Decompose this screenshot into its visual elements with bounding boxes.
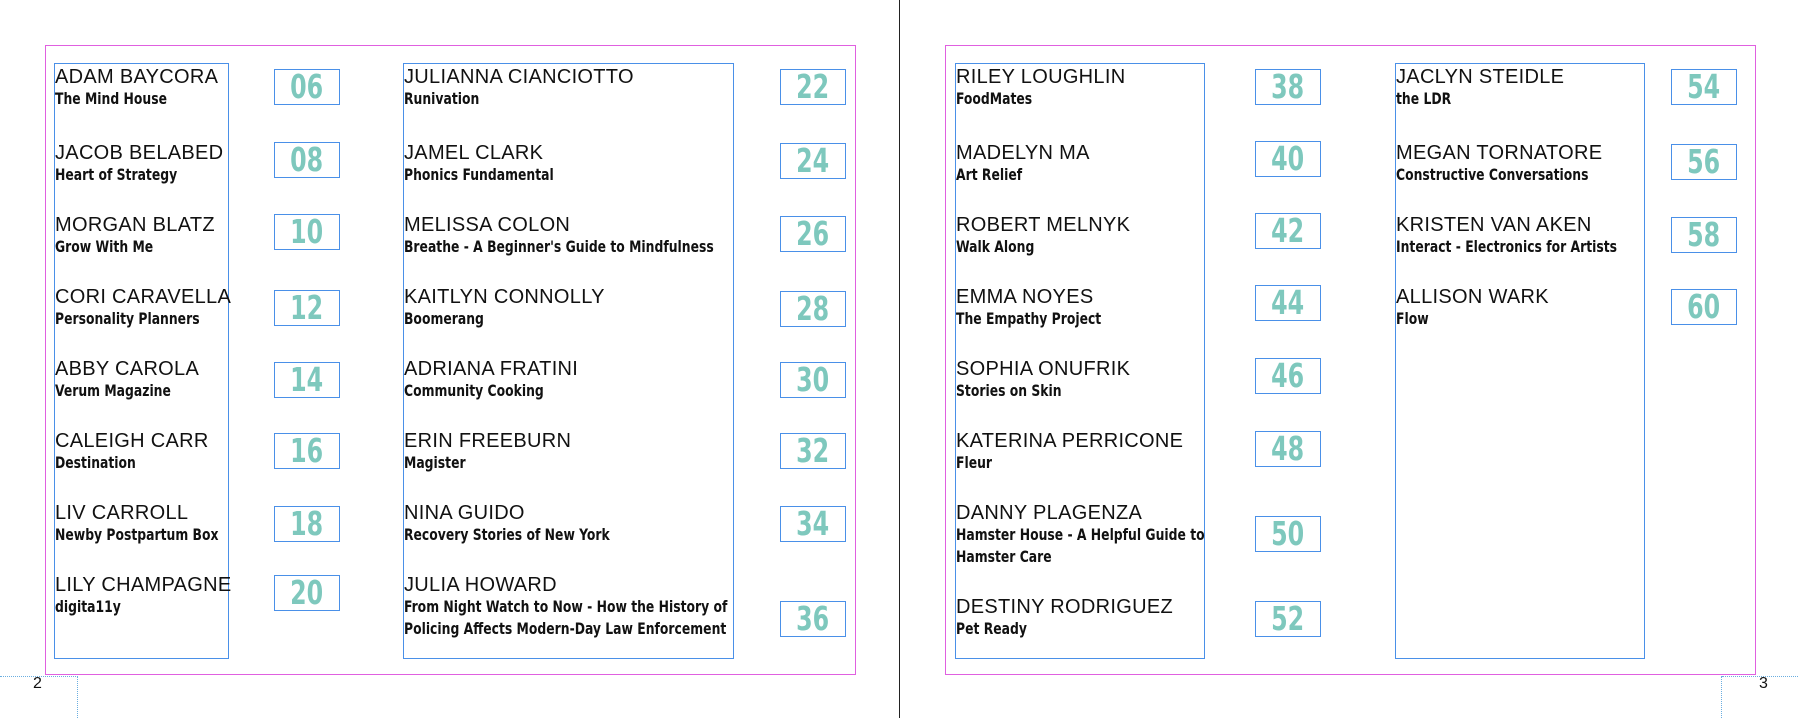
designer-name: JACOB BELABED (55, 142, 224, 164)
page-number: 28 (780, 291, 846, 327)
project-title: Pet Ready (956, 619, 1027, 638)
toc-entry (956, 596, 1173, 640)
designer-name: JAMEL CLARK (404, 142, 544, 164)
page-number: 22 (780, 69, 846, 105)
designer-name: LIV CARROLL (55, 502, 189, 524)
page-number: 26 (780, 216, 846, 252)
toc-entry (55, 286, 231, 330)
project-title: Destination (55, 453, 136, 472)
project-title: Recovery Stories of New York (404, 525, 610, 544)
project-title: Community Cooking (404, 381, 544, 400)
page-number: 54 (1671, 69, 1737, 105)
designer-name: ROBERT MELNYK (956, 214, 1131, 236)
designer-name: MELISSA COLON (404, 214, 571, 236)
designer-name: JULIANNA CIANCIOTTO (404, 66, 634, 88)
toc-entry (404, 214, 764, 258)
folio-right: 3 (1759, 675, 1768, 692)
designer-name: ABBY CAROLA (55, 358, 200, 380)
page-number: 56 (1671, 144, 1737, 180)
bleed-guide (77, 676, 78, 718)
project-title-line-2: Hamster Care (956, 547, 1052, 566)
designer-name: RILEY LOUGHLIN (956, 66, 1126, 88)
designer-name: JACLYN STEIDLE (1396, 66, 1565, 88)
toc-entry (55, 358, 199, 402)
toc-entry (404, 358, 578, 402)
project-title: From Night Watch to Now - How the History of (404, 597, 728, 616)
toc-entry (1396, 286, 1549, 330)
designer-name: DANNY PLAGENZA (956, 502, 1143, 524)
project-title: Runivation (404, 89, 480, 108)
toc-entry (55, 574, 231, 618)
designer-name: CALEIGH CARR (55, 430, 209, 452)
page-number: 58 (1671, 217, 1737, 253)
toc-entry (1396, 142, 1620, 186)
page-number: 46 (1255, 358, 1321, 394)
designer-name: KRISTEN VAN AKEN (1396, 214, 1592, 236)
designer-name: LILY CHAMPAGNE (55, 574, 232, 596)
page-number: 32 (780, 433, 846, 469)
toc-entry (1396, 214, 1653, 258)
project-title: Hamster House - A Helpful Guide to (956, 525, 1205, 544)
designer-name: KAITLYN CONNOLLY (404, 286, 605, 308)
designer-name: MADELYN MA (956, 142, 1090, 164)
toc-entry (956, 214, 1130, 258)
toc-entry (404, 430, 571, 474)
page-number: 52 (1255, 601, 1321, 637)
project-title: Phonics Fundamental (404, 165, 554, 184)
designer-name: ADRIANA FRATINI (404, 358, 579, 380)
page-number: 16 (274, 433, 340, 469)
page-number: 14 (274, 362, 340, 398)
bleed-guide (1721, 676, 1722, 718)
project-title: Walk Along (956, 237, 1035, 256)
toc-entry (956, 502, 1245, 568)
page-number: 34 (780, 506, 846, 542)
designer-name: SOPHIA ONUFRIK (956, 358, 1131, 380)
project-title: Interact - Electronics for Artists (1396, 237, 1618, 256)
toc-entry (55, 66, 218, 110)
project-title: digita11y (55, 597, 121, 616)
toc-entry (956, 358, 1130, 402)
designer-name: JULIA HOWARD (404, 574, 557, 596)
designer-name: ADAM BAYCORA (55, 66, 219, 88)
toc-entry (956, 66, 1125, 110)
toc-entry (55, 502, 245, 546)
toc-entry (956, 430, 1183, 474)
folio-left: 2 (33, 675, 42, 692)
project-title: Grow With Me (55, 237, 154, 256)
page-number: 38 (1255, 69, 1321, 105)
designer-name: EMMA NOYES (956, 286, 1094, 308)
toc-entry (1396, 66, 1564, 110)
page-number: 50 (1255, 516, 1321, 552)
designer-name: DESTINY RODRIGUEZ (956, 596, 1173, 618)
designer-name: NINA GUIDO (404, 502, 525, 524)
project-title: Fleur (956, 453, 993, 472)
designer-name: MEGAN TORNATORE (1396, 142, 1603, 164)
project-title: the LDR (1396, 89, 1452, 108)
page-number: 40 (1255, 141, 1321, 177)
spread-gutter (899, 0, 900, 718)
page-number: 08 (274, 142, 340, 178)
project-title: Art Relief (956, 165, 1023, 184)
project-title: Newby Postpartum Box (55, 525, 219, 544)
designer-name: CORI CARAVELLA (55, 286, 232, 308)
project-title: Verum Magazine (55, 381, 171, 400)
toc-entry (956, 142, 1090, 186)
project-title: Personality Planners (55, 309, 200, 328)
designer-name: MORGAN BLATZ (55, 214, 215, 236)
project-title: Breathe - A Beginner's Guide to Mindfulness (404, 237, 714, 256)
toc-entry (404, 502, 643, 546)
project-title: FoodMates (956, 89, 1033, 108)
project-title: The Empathy Project (956, 309, 1102, 328)
page-number: 12 (274, 290, 340, 326)
page-number: 18 (274, 506, 340, 542)
toc-entry (404, 66, 634, 110)
project-title: Heart of Strategy (55, 165, 178, 184)
toc-entry (956, 286, 1125, 330)
project-title: Boomerang (404, 309, 484, 328)
page-number: 10 (274, 214, 340, 250)
page-number: 06 (274, 69, 340, 105)
page-number: 60 (1671, 289, 1737, 325)
designer-name: ALLISON WARK (1396, 286, 1549, 308)
project-title: The Mind House (55, 89, 167, 108)
designer-name: ERIN FREEBURN (404, 430, 572, 452)
page-number: 48 (1255, 431, 1321, 467)
toc-entry (55, 430, 209, 474)
toc-entry (404, 286, 605, 330)
page-number: 44 (1255, 285, 1321, 321)
project-title: Constructive Conversations (1396, 165, 1589, 184)
designer-name: KATERINA PERRICONE (956, 430, 1184, 452)
toc-entry (404, 574, 780, 640)
toc-entry (404, 142, 578, 186)
project-title: Flow (1396, 309, 1429, 328)
project-title: Stories on Skin (956, 381, 1062, 400)
page-number: 30 (780, 362, 846, 398)
toc-entry (55, 214, 215, 258)
project-title: Magister (404, 453, 466, 472)
page-number: 36 (780, 601, 846, 637)
page-number: 42 (1255, 213, 1321, 249)
project-title-line-2: Policing Affects Modern-Day Law Enforcement (404, 619, 727, 638)
toc-entry (55, 142, 223, 186)
page-number: 20 (274, 575, 340, 611)
page-number: 24 (780, 143, 846, 179)
